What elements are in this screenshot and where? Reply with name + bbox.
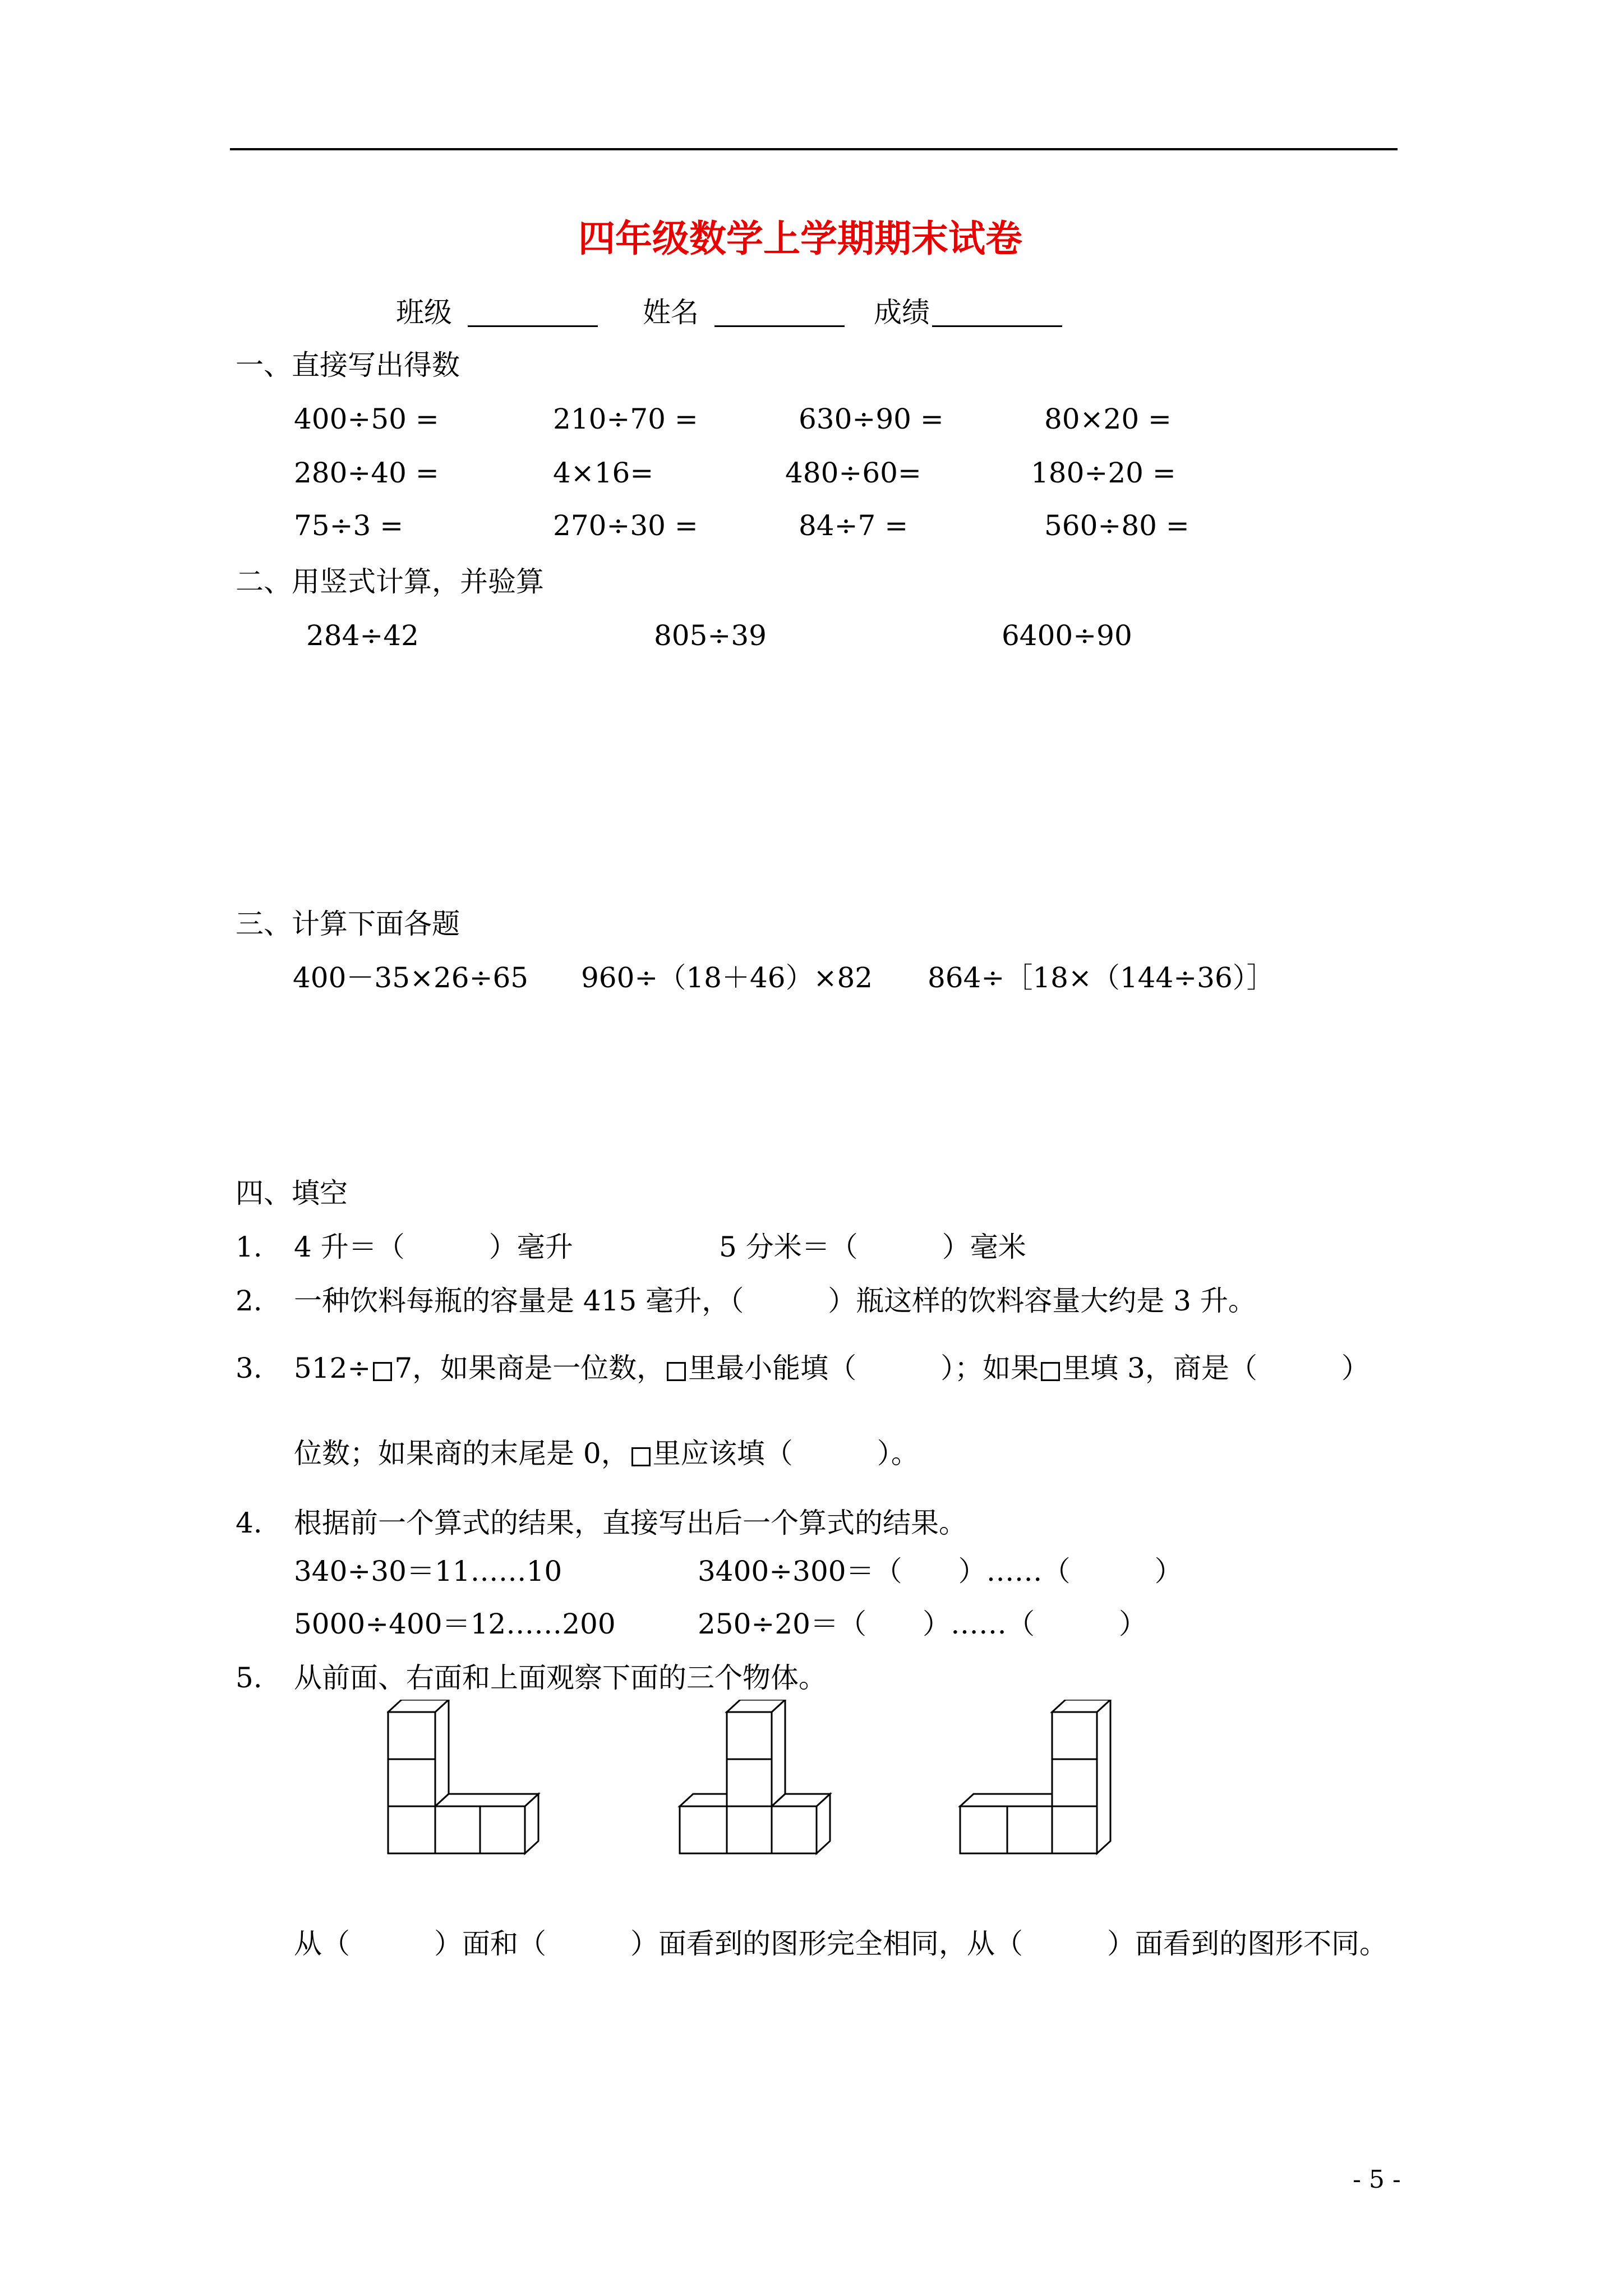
expression-item: 400－35×26÷65 xyxy=(293,961,529,994)
equation-answer: 3400÷300＝（ ）……（ ） xyxy=(698,1555,1183,1588)
fill-blank-item: 5 分米＝（ ）毫米 xyxy=(719,1231,1026,1263)
question-answer-line: 从（ ）面和（ ）面看到的图形完全相同，从（ ）面看到的图形不同。 xyxy=(294,1927,1387,1960)
class-label: 班级 xyxy=(396,296,452,329)
header-rule xyxy=(230,148,1398,150)
calc-item: 4×16= xyxy=(553,457,654,489)
class-blank[interactable] xyxy=(468,325,598,327)
question-number: 1. xyxy=(236,1231,262,1263)
page-title: 四年级数学上学期期末试卷 xyxy=(578,217,1022,260)
fill-blank-item: 4 升＝（ ）毫升 xyxy=(294,1231,573,1263)
score-blank[interactable] xyxy=(932,325,1062,327)
cube-figures xyxy=(387,1700,1150,1874)
question-number: 3. xyxy=(236,1352,262,1384)
vertical-calc-item: 284÷42 xyxy=(306,619,419,652)
vertical-calc-item: 805÷39 xyxy=(654,619,767,652)
cube-figure-3 xyxy=(960,1700,1110,1853)
name-blank[interactable] xyxy=(714,325,845,327)
question-text: 从前面、右面和上面观察下面的三个物体。 xyxy=(294,1662,827,1694)
vertical-calc-item: 6400÷90 xyxy=(1002,619,1132,652)
blank-square-icon xyxy=(631,1447,651,1466)
cube-figure-2 xyxy=(680,1700,830,1853)
calc-item: 280÷40 = xyxy=(294,457,439,489)
question-text: 位数；如果商的末尾是 0， 里应该填（ ）。 xyxy=(294,1437,919,1470)
page-number: - 5 - xyxy=(1353,2165,1401,2194)
score-label: 成绩 xyxy=(874,296,930,329)
calc-item: 75÷3 = xyxy=(294,509,404,542)
equation-given: 340÷30＝11……10 xyxy=(294,1555,562,1588)
blank-square-icon xyxy=(373,1362,392,1381)
equation-answer: 250÷20＝（ ）……（ ） xyxy=(698,1608,1147,1640)
section4-heading: 四、填空 xyxy=(236,1177,348,1209)
question-text: 根据前一个算式的结果，直接写出后一个算式的结果。 xyxy=(294,1507,967,1539)
question-text: 512÷ 7，如果商是一位数， 里最小能填（ ）；如果 里填 3，商是（ ） xyxy=(294,1352,1370,1384)
calc-item: 560÷80 = xyxy=(1044,509,1189,542)
question-text: 一种饮料每瓶的容量是 415 毫升，（ ）瓶这样的饮料容量大约是 3 升。 xyxy=(294,1285,1256,1317)
name-label: 姓名 xyxy=(643,296,699,329)
calc-item: 210÷70 = xyxy=(553,403,698,435)
blank-square-icon xyxy=(667,1362,686,1381)
calc-item: 270÷30 = xyxy=(553,509,698,542)
section1-heading: 一、直接写出得数 xyxy=(236,349,460,381)
question-number: 5. xyxy=(236,1662,262,1694)
calc-item: 400÷50 = xyxy=(294,403,439,435)
section2-heading: 二、用竖式计算，并验算 xyxy=(236,565,544,598)
expression-item: 864÷［18×（144÷36）］ xyxy=(928,961,1275,994)
calc-item: 180÷20 = xyxy=(1031,457,1176,489)
question-number: 4. xyxy=(236,1507,262,1539)
calc-item: 630÷90 = xyxy=(799,403,944,435)
question-number: 2. xyxy=(236,1285,262,1317)
calc-item: 480÷60= xyxy=(785,457,921,489)
section3-heading: 三、计算下面各题 xyxy=(236,908,460,940)
cube-figure-1 xyxy=(388,1700,538,1853)
calc-item: 80×20 = xyxy=(1044,403,1172,435)
equation-given: 5000÷400＝12……200 xyxy=(294,1608,616,1640)
expression-item: 960÷（18＋46）×82 xyxy=(581,961,873,994)
blank-square-icon xyxy=(1041,1362,1060,1381)
calc-item: 84÷7 = xyxy=(799,509,909,542)
